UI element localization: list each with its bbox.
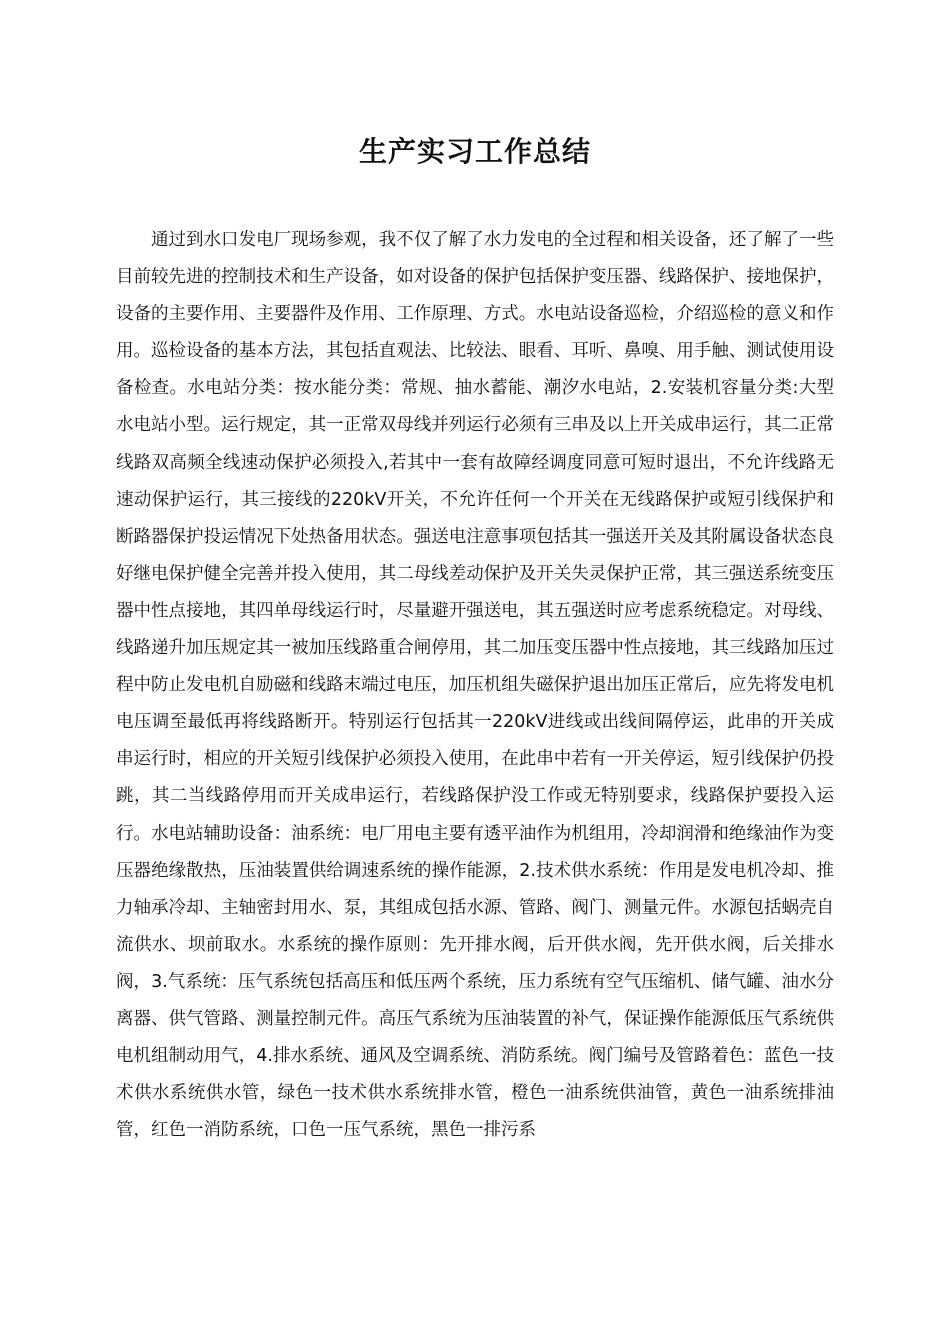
body-paragraph: 通过到水口发电厂现场参观，我不仅了解了水力发电的全过程和相关设备，还了解了一些目前较先进的控制技术和生产设备，如对设备的保护包括保护变压器、线路保护、接地保护，设备的主要作用、主要器件及作用、工作原理、方式。水电站设备巡检，介绍巡检的意义和作用。巡检设备的基本方法，其包括直观法、比较法、眼看、耳听、鼻嗅、用手触、测试使用设备检查。水电站分类：按水能分类：常规、抽水蓄能、潮汐水电站，2.安装机容量分类:大型水电站小型。运行规定，其一正常双母线并列运行必须有三串及以上开关成串运行，其二正常线路双高频全线速动保护必须投入,若其中一套有故障经调度同意可短时退出，不允许线路无速动保护运行，其三接线的220kV开关，不允许任何一个开关在无线路保护或短引线保护和断路器保护投运情况下处热备用状态。强送电注意事项包括其一强送开关及其附属设备状态良好继电保护健全完善并投入使用，其二母线差动保护及开关失灵保护正常，其三强送系统变压器中性点接地，其四单母线运行时，尽量避开强送电，其五强送时应考虑系统稳定。对母线、线路递升加压规定其一被加压线路重合闸停用，其二加压变压器中性点接地，其三线路加压过程中防止发电机自励磁和线路末端过电压，加压机组失磁保护退出加压正常后，应先将发电机电压调至最低再将线路断开。特别运行包括其一220kV进线或出线间隔停运，此串的开关成串运行时，相应的开关短引线保护必须投入使用，在此串中若有一开关停运，短引线保护仍投跳，其二当线路停用而开关成串运行，若线路保护没工作或无特别要求，线路保护要投入运行。水电站辅助设备：油系统：电厂用电主要有透平油作为机组用，冷却润滑和绝缘油作为变压器绝缘散热，压油装置供给调速系统的操作能源，2.技术供水系统：作用是发电机冷却、推力轴承冷却、主轴密封用水、泵，其组成包括水源、管路、阀门、测量元件。水源包括蜗壳自流供水、坝前取水。水系统的操作原则：先开排水阀，后开供水阀，先开供水阀，后关排水阀，3.气系统：压气系统包括高压和低压两个系统，压力系统有空气压缩机、储气罐、油水分离器、供气管路、测量控制元件。高压气系统为压油装置的补气，保证操作能源低压气系统供电机组制动用气，4.排水系统、通风及空调系统、消防系统。阀门编号及管路着色：蓝色一技术供水系统供水管，绿色一技术供水系统排水管，橙色一油系统供油管，黄色一油系统排油管，红色一消防系统，口色一压气系统，黑色一排污系 <box>116 230 834 1141</box>
page-title: 生产实习工作总结 <box>358 135 591 168</box>
